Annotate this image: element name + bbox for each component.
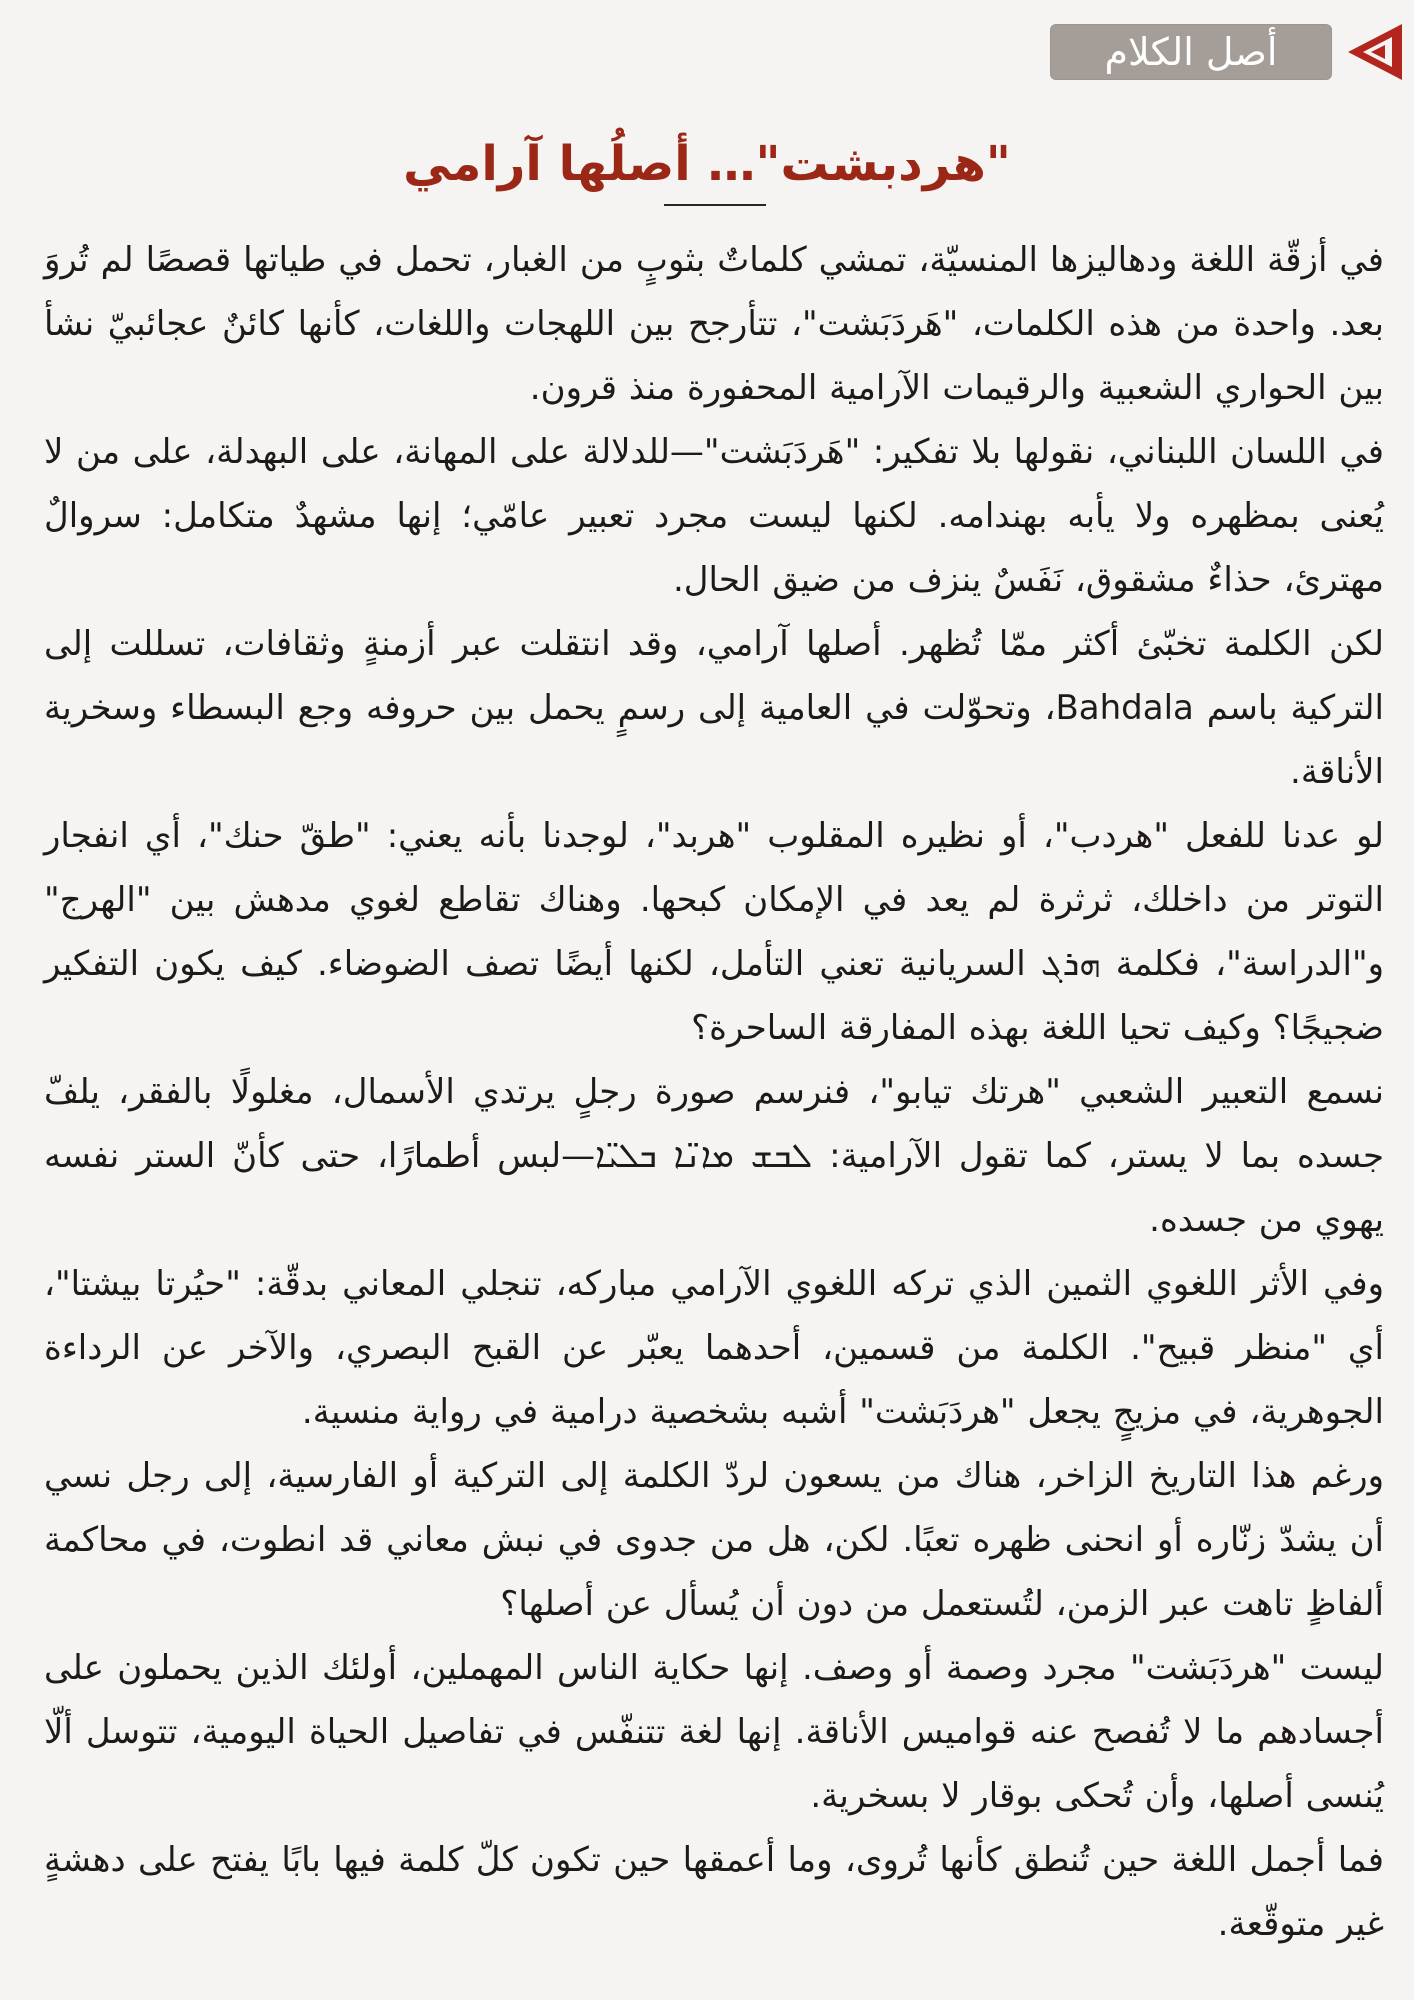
paragraph: في اللسان اللبناني، نقولها بلا تفكير: "هَردَبَشت"—للدلالة على المهانة، على البهدلة، على من لا يُعنى بمظهره ولا يأبه بهندامه. لكنها ليست مجرد تعبير عامّي؛ إنها مشهدٌ متكامل: سروالٌ مهترئ، حذاءٌ مشقوق، نَفَسٌ ينزف من ضيق الحال. xyxy=(44,432,1384,600)
section-tag xyxy=(1050,24,1332,80)
paragraph: ليست "هردَبَشت" مجرد وصمة أو وصف. إنها حكاية الناس المهملين، أولئك الذين يحملون على أجسادهم ما لا تُفصح عنه قواميس الأناقة. إنها لغة تتنفّس في تفاصيل الحياة اليومية، تتوسل ألّا يُنسى أصلها، وأن تُحكى بوقار لا بسخرية. xyxy=(44,1648,1384,1816)
section-tag-label: أصل الكلام xyxy=(1104,30,1278,74)
title-divider xyxy=(664,204,766,206)
article-body xyxy=(44,228,1384,1956)
paragraph: لو عدنا للفعل "هردب"، أو نظيره المقلوب "هربد"، لوجدنا بأنه يعني: "طقّ حنك"، أي انفجار التوتر من داخلك، ثرثرة لم يعد في الإمكان كبحها. وهناك تقاطع لغوي مدهش بين "الهرج" و"الدراسة"، فكلمة ܗܪܓ السريانية تعني التأمل، لكنها أيضًا تصف الضوضاء. كيف يكون التفكير ضجيجًا؟ وكيف تحيا اللغة بهذه المفارقة الساحرة؟ xyxy=(44,816,1384,1048)
triangle-left-icon xyxy=(1344,21,1406,83)
paragraph: لكن الكلمة تخبّئ أكثر ممّا تُظهر. أصلها آرامي، وقد انتقلت عبر أزمنةٍ وثقافات، تسللت إلى التركية باسم Bahdala، وتحوّلت في العامية إلى رسمٍ يحمل بين حروفه وجع البسطاء وسخرية الأناقة. xyxy=(44,624,1384,792)
paragraph: فما أجمل اللغة حين تُنطق كأنها تُروى، وما أعمقها حين تكون كلّ كلمة فيها بابًا يفتح على دهشةٍ غير متوقّعة. xyxy=(44,1840,1384,1944)
page-title: "هردبشت"… أصلُها آرامي xyxy=(403,136,1011,193)
paragraph: نسمع التعبير الشعبي "هرتك تيابو"، فنرسم صورة رجلٍ يرتدي الأسمال، مغلولًا بالفقر، يلفّ جسده بما لا يستر، كما تقول الآرامية: ܠܒܫ ܡܐܢ̈ܐ ܒܠܝ̈ܐ—لبس أطمارًا، حتى كأنّ الستر نفسه يهوي من جسده. xyxy=(44,1072,1384,1240)
paragraph: في أزقّة اللغة ودهاليزها المنسيّة، تمشي كلماتٌ بثوبٍ من الغبار، تحمل في طياتها قصصًا لم تُروَ بعد. واحدة من هذه الكلمات، "هَردَبَشت"، تتأرجح بين اللهجات واللغات، كأنها كائنٌ عجائبيّ نشأ بين الحواري الشعبية والرقيمات الآرامية المحفورة منذ قرون. xyxy=(44,240,1384,408)
paragraph: وفي الأثر اللغوي الثمين الذي تركه اللغوي الآرامي مباركه، تنجلي المعاني بدقّة: "حيُرتا بيشتا"، أي "منظر قبيح". الكلمة من قسمين، أحدهما يعبّر عن القبح البصري، والآخر عن الرداءة الجوهرية، في مزيجٍ يجعل "هردَبَشت" أشبه بشخصية درامية في رواية منسية. xyxy=(44,1264,1384,1432)
paragraph: ورغم هذا التاريخ الزاخر، هناك من يسعون لردّ الكلمة إلى التركية أو الفارسية، إلى رجل نسي أن يشدّ زنّاره أو انحنى ظهره تعبًا. لكن، هل من جدوى في نبش معاني قد انطوت، في محاكمة ألفاظٍ تاهت عبر الزمن، لتُستعمل من دون أن يُسأل عن أصلها؟ xyxy=(44,1456,1384,1624)
